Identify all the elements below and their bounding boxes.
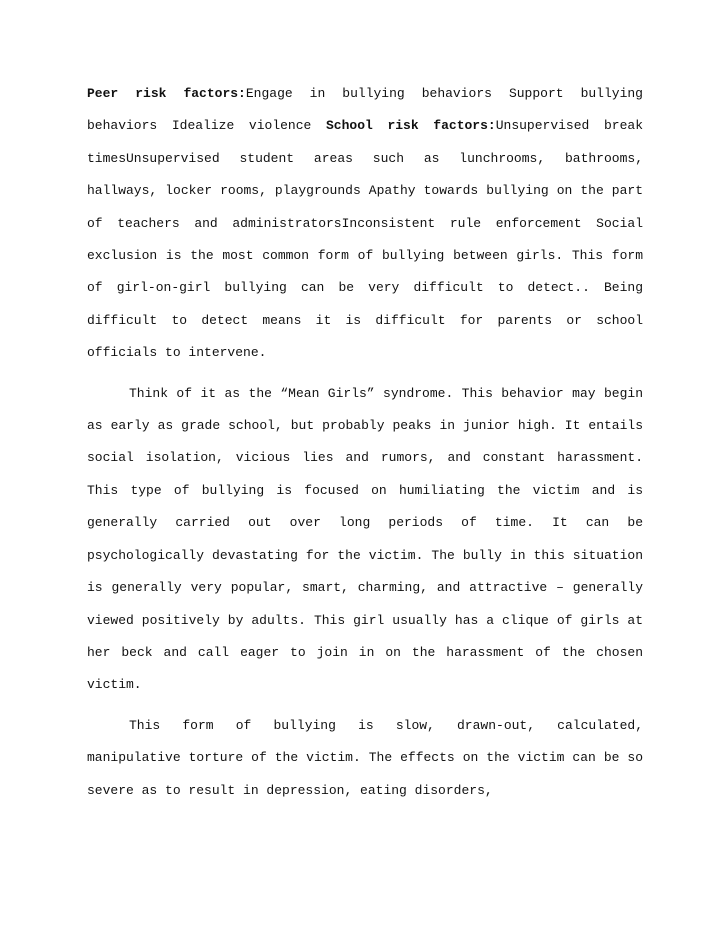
paragraph-effects: This form of bullying is slow, drawn-out, calculated, manipulative torture of the victim. The effects on the victim can be so severe as to result in depression, eating disorders, <box>87 717 643 798</box>
document-page <box>87 78 643 807</box>
paragraph-mean-girls: Think of it as the “Mean Girls” syndrome. This behavior may begin as early as grade school, but probably peaks in junior high. It entails social isolation, vicious lies and rumors, and constant harassment. This type of bullying is focused on humiliating the victim and is generally carried out over long periods of time. It can be psychologically devastating for the victim. The bully in this situation is generally very popular, smart, charming, and attractive – generally viewed positively by adults. This girl usually has a clique of girls at her beck and call eager to join in on the harassment of the chosen victim. <box>87 385 643 693</box>
school-risk-factors-text: Unsupervised break timesUnsupervised student areas such as lunchrooms, bathrooms, hallways, locker rooms, playgrounds Apathy towards bullying on the part of teachers and administratorsInconsistent rule enforcement Social exclusion is the most common form of bullying between girls. This form of girl-on-girl bullying can be very difficult to detect.. Being difficult to detect means it is difficult for parents or school officials to intervene. <box>87 118 643 361</box>
paragraph-risk-factors <box>87 78 643 370</box>
school-risk-factors-label: School risk factors: <box>325 118 496 134</box>
peer-risk-factors-text: Engage in bullying behaviors Support bullying behaviors Idealize violence <box>87 86 643 134</box>
peer-risk-factors-label: Peer risk factors: <box>87 86 246 101</box>
